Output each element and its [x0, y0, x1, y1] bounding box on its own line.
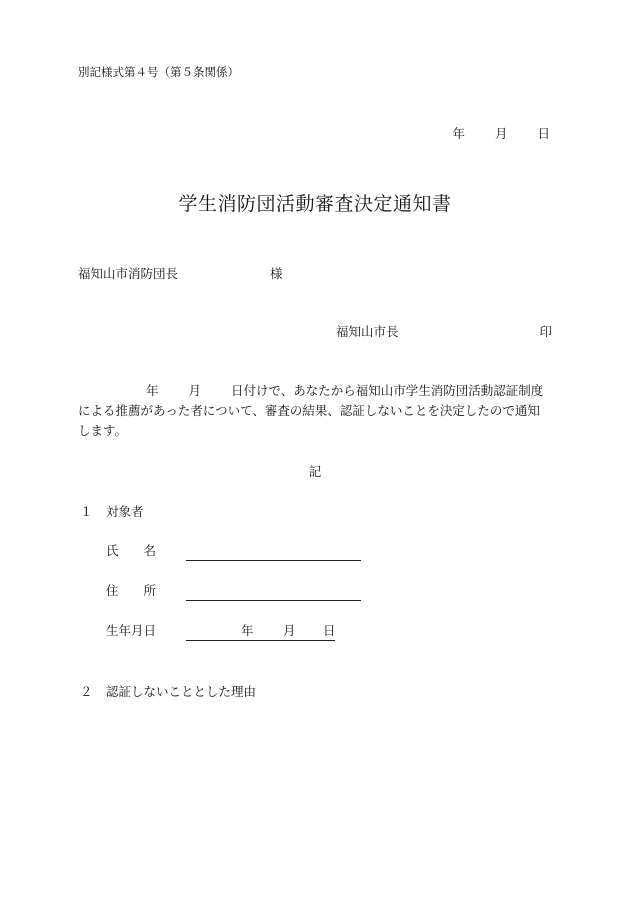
birth-day: 日 [323, 623, 336, 638]
item1-label: 対象者 [106, 504, 144, 519]
birthdate-label: 生年月日 [106, 623, 157, 639]
item-reason [80, 683, 256, 702]
date-year: 年 [452, 126, 465, 141]
date-month: 月 [494, 126, 508, 141]
ki-heading: 記 [308, 464, 322, 479]
item2-label: 認証しないこととした理由 [106, 684, 257, 699]
name-label: 氏 名 [106, 543, 157, 558]
body-text: 日付けで、あなたから福知山市学生消防団活動認証制度による推薦があった者について、審査の結果、認証しないことを決定したので通知します。 [78, 383, 544, 438]
seal-mark: 印 [539, 324, 552, 339]
sender-name: 福知山市長 [336, 324, 399, 339]
sender [336, 323, 552, 342]
field-row-birthdate [106, 622, 335, 641]
field-row-name [106, 542, 361, 561]
birth-year: 年 [241, 623, 254, 638]
form-number: 別記様式第４号（第５条関係） [78, 65, 239, 79]
addressee-honorific: 様 [270, 266, 283, 281]
item-target-person [80, 503, 144, 522]
address-field[interactable] [186, 584, 361, 601]
addressee-name: 福知山市消防団長 [78, 266, 179, 281]
date-row [452, 125, 550, 144]
field-row-address [106, 582, 361, 601]
notice-body [78, 381, 552, 441]
item2-number: ２ [80, 684, 93, 699]
page-title: 学生消防団活動審査決定通知書 [178, 193, 452, 215]
body-month: 月 [188, 383, 202, 398]
item1-number: １ [80, 504, 93, 519]
addressee [78, 265, 283, 284]
body-year: 年 [146, 383, 159, 398]
date-day: 日 [537, 126, 550, 141]
name-field[interactable] [186, 544, 361, 561]
address-label: 住 所 [106, 583, 157, 598]
birth-month: 月 [283, 623, 296, 638]
birthdate-field[interactable] [186, 622, 335, 641]
